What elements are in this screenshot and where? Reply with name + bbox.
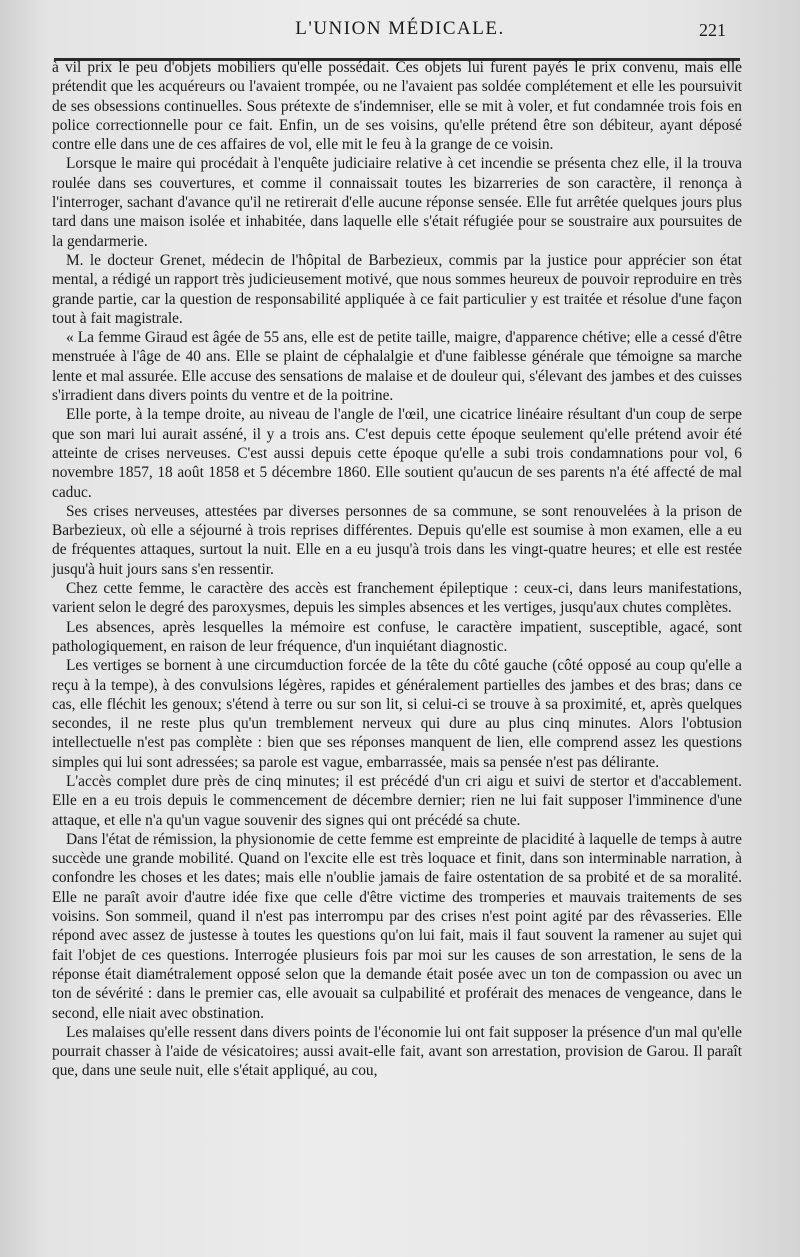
paragraph: « La femme Giraud est âgée de 55 ans, elle est de petite taille, maigre, d'apparence chétive; elle a cessé d'être menstruée à l'âge de 40 ans. Elle se plaint de céphalalgie et d'une faiblesse générale que témoigne sa marche lente et mal assurée. Elle accuse des sensations de malaise et de douleur qui, s'élevant des jambes et des cuisses s'irradient dans divers points du ventre et de la poitrine. <box>52 329 742 405</box>
paragraph: Les malaises qu'elle ressent dans divers points de l'économie lui ont fait supposer la présence d'un mal qu'elle pourrait chasser à l'aide de vésicatoires; aussi avait-elle fait, avant son arrestation, provision de Garou. Il paraît que, dans une seule nuit, elle s'était appliqué, au cou, <box>52 1023 742 1080</box>
paragraph: L'accès complet dure près de cinq minutes; il est précédé d'un cri aigu et suivi de stertor et d'accablement. Elle en a eu trois depuis le commencement de décembre dernier; rien ne lui fait supposer l'imminence d'une attaque, et elle n'a qu'un vague souvenir des signes qui ont précédé sa chute. <box>52 772 742 829</box>
paragraph: Ses crises nerveuses, attestées par diverses personnes de sa commune, se sont renouvelées à la prison de Barbezieux, où elle a séjourné à trois reprises différentes. Depuis qu'elle est soumise à mon examen, elle a eu de fréquentes attaques, surtout la nuit. Elle en a eu jusqu'à trois dans les vingt-quatre heures; et elle est restée jusqu'à huit jours sans s'en ressentir. <box>52 502 742 578</box>
paragraph: à vil prix le peu d'objets mobiliers qu'elle possédait. Ces objets lui furent payés le prix convenu, mais elle prétendit que les acquéreurs ou l'avaient trompée, ou ne l'avaient pas soldée complétement et elle les poursuivit de ses obsessions continuelles. Sous prétexte de s'indemniser, elle se mit à voler, et fut condamnée trois fois en police correctionnelle pour ce fait. Enfin, un de ses voisins, qu'elle prétend être son débiteur, ayant déposé contre elle dans une de ces affaires de vol, elle mit le feu à la grange de ce voisin. <box>52 59 742 154</box>
paragraph: Les vertiges se bornent à une circumduction forcée de la tête du côté gauche (côté opposé au coup qu'elle a reçu à la tempe), à des convulsions légères, rapides et généralement partielles des jambes et des bras; dans ce cas, elle fléchit les genoux; s'étend à terre ou sur son lit, si celui-ci se trouve à sa proximité, et, après quelques secondes, il ne reste plus qu'un tremblement nerveux qui dure au plus cinq minutes. Alors l'obtusion intellectuelle n'est pas complète : bien que ses réponses manquent de lien, elle comprend assez les questions simples qui lui sont adressées; sa parole est vague, embarrassée, mais sa pensée n'est pas délirante. <box>52 657 742 771</box>
paragraph: Les absences, après lesquelles la mémoire est confuse, le caractère impatient, susceptible, agacé, sont pathologiquement, en raison de leur fréquence, d'un inquiétant diagnostic. <box>52 618 742 655</box>
paragraph: M. le docteur Grenet, médecin de l'hôpital de Barbezieux, commis par la justice pour apprécier son état mental, a rédigé un rapport très judicieusement motivé, que nous sommes heureux de pouvoir reproduire en très grande partie, car la question de responsabilité appliquée à ce fait particulier y est traitée et résolue d'une façon tout à fait magistrale. <box>52 251 742 327</box>
article-body <box>52 58 742 1081</box>
journal-title: L'UNION MÉDICALE. <box>295 18 505 39</box>
paragraph: Elle porte, à la tempe droite, au niveau de l'angle de l'œil, une cicatrice linéaire résultant d'un coup de serpe que son mari lui aurait asséné, il y a trois ans. C'est depuis cette époque seulement qu'elle prétend avoir été atteinte de crises nerveuses. C'est aussi depuis cette époque qu'elle a subi trois condamnations pour vol, 6 novembre 1857, 18 août 1858 et 5 décembre 1860. Elle soutient qu'aucun de ses parents n'a été affecté de mal caduc. <box>52 406 742 501</box>
paragraph: Chez cette femme, le caractère des accès est franchement épileptique : ceux-ci, dans leurs manifestations, varient selon le degré des paroxysmes, depuis les simples absences et les vertiges, jusqu'aux chutes complètes. <box>52 580 742 617</box>
page-number: 221 <box>699 20 726 40</box>
paragraph: Lorsque le maire qui procédait à l'enquête judiciaire relative à cet incendie se présenta chez elle, il la trouva roulée dans ses couvertures, et comme il connaissait toutes les bizarreries de son caractère, il renonça à l'interroger, sachant d'avance qu'il ne retirerait d'elle aucune réponse sensée. Elle fut arrêtée quelques jours plus tard dans une maison isolée et inhabitée, dans laquelle elle s'était réfugiée pour se soustraire aux poursuites de la gendarmerie. <box>52 155 742 250</box>
running-head <box>0 14 800 48</box>
paragraph: Dans l'état de rémission, la physionomie de cette femme est empreinte de placidité à laquelle de temps à autre succède une grande mobilité. Quand on l'excite elle est très loquace et finit, dans son interminable narration, à confondre les choses et les dates; mais elle n'oublie jamais de faire ostentation de sa probité et de sa moralité. Elle ne paraît avoir d'autre idée fixe que celle d'être victime des tromperies et mauvais traitements de ses voisins. Son sommeil, quand il n'est pas interrompu par des crises n'est point agité par des rêvasseries. Elle répond avec assez de justesse à toutes les questions qu'on lui fait, mais il faut souvent la ramener au sujet qui fait l'objet de ces questions. Interrogée plusieurs fois par moi sur les causes de son arrestation, le sens de la réponse était diamétralement opposé selon que la demande était posée avec un ton de compassion ou avec un ton de sévérité : dans le premier cas, elle avouait sa culpabilité et proférait des menaces de vengeance, dans le second, elle niait avec obstination. <box>52 830 742 1022</box>
